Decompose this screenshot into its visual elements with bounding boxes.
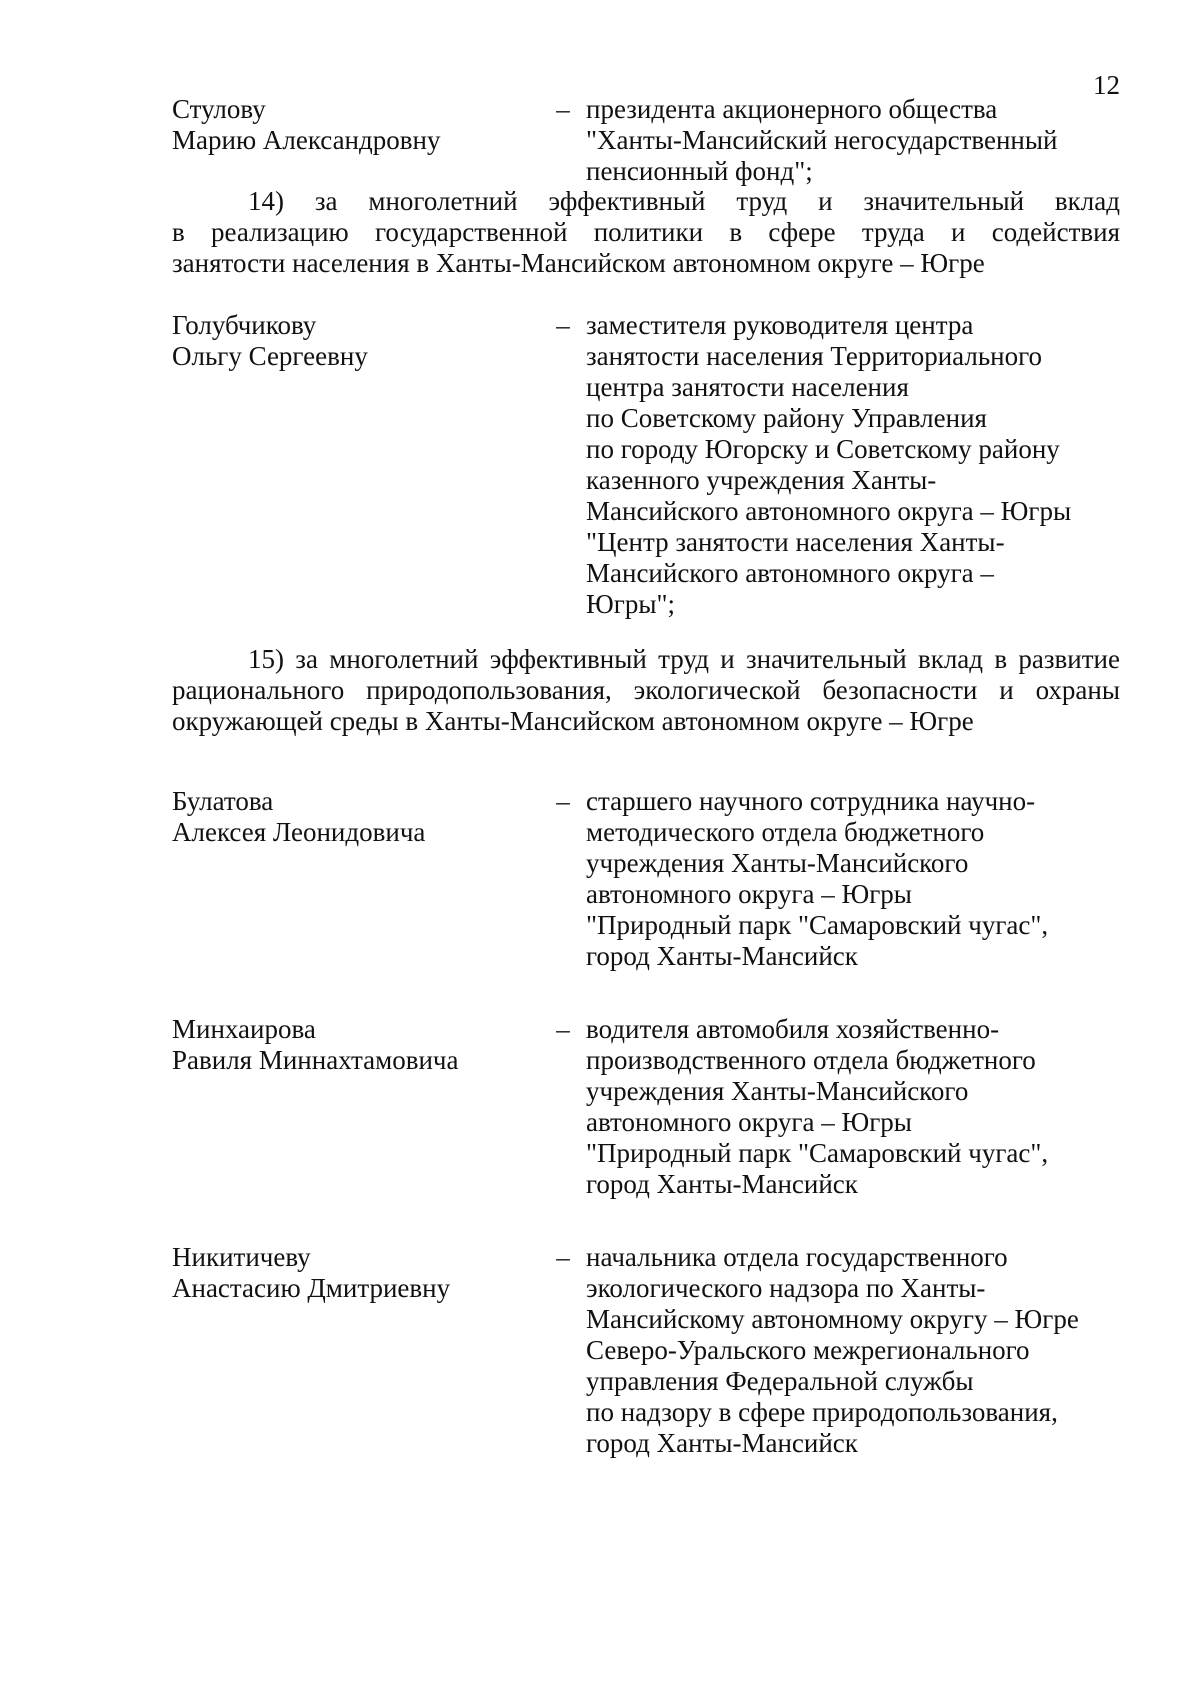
position-line: заместителя руководителя центра xyxy=(586,310,974,340)
position-line: президента акционерного общества xyxy=(586,94,998,124)
paragraph-line: 14) за многолетний эффективный труд и значительный вклад xyxy=(248,186,1120,216)
position-line: Мансийскому автономному округу – Югре xyxy=(586,1304,1079,1334)
name-line: Ольгу Сергеевну xyxy=(172,341,368,371)
position-line: по городу Югорску и Советскому району xyxy=(586,434,1060,464)
paragraph-line: окружающей среды в Ханты-Мансийском автономном округе – Югре xyxy=(172,706,974,736)
position-line: методического отдела бюджетного xyxy=(586,817,985,847)
position-line: водителя автомобиля хозяйственно- xyxy=(586,1014,1000,1044)
dash-separator: – xyxy=(556,1014,570,1044)
name-line: Никитичеву xyxy=(172,1242,311,1272)
name-line: Булатова xyxy=(172,786,274,816)
position-line: Югры"; xyxy=(586,589,675,619)
position-line: старшего научного сотрудника научно- xyxy=(586,786,1036,816)
paragraph-line: 15) за многолетний эффективный труд и значительный вклад в развитие xyxy=(248,644,1120,674)
position-line: "Ханты-Мансийский негосударственный xyxy=(586,125,1058,155)
award-entry-stulova xyxy=(172,94,1120,190)
paragraph-line: рационального природопользования, экологической безопасности и охраны xyxy=(172,675,1120,705)
person-position xyxy=(586,1242,1126,1459)
position-line: город Ханты-Мансийск xyxy=(586,1428,858,1458)
name-line: Минхаирова xyxy=(172,1014,316,1044)
person-position xyxy=(586,786,1126,972)
position-line: автономного округа – Югры xyxy=(586,879,912,909)
dash-separator: – xyxy=(556,786,570,816)
person-name xyxy=(172,1242,532,1304)
position-line: город Ханты-Мансийск xyxy=(586,1169,858,1199)
position-line: город Ханты-Мансийск xyxy=(586,941,858,971)
dash-separator: – xyxy=(556,310,570,340)
section-paragraph-14 xyxy=(172,186,1120,279)
person-position xyxy=(586,310,1126,620)
page-number: 12 xyxy=(1093,70,1120,100)
paragraph-line: занятости населения в Ханты-Мансийском автономном округе – Югре xyxy=(172,248,985,278)
person-position xyxy=(586,94,1126,187)
person-position xyxy=(586,1014,1126,1200)
position-line: автономного округа – Югры xyxy=(586,1107,912,1137)
position-line: "Природный парк "Самаровский чугас", xyxy=(586,1138,1049,1168)
position-line: центра занятости населения xyxy=(586,372,909,402)
dash-separator: – xyxy=(556,1242,570,1272)
position-line: учреждения Ханты-Мансийского xyxy=(586,848,969,878)
position-line: "Центр занятости населения Ханты- xyxy=(586,527,1005,557)
dash-separator: – xyxy=(556,94,570,124)
name-line: Стулову xyxy=(172,94,266,124)
position-line: производственного отдела бюджетного xyxy=(586,1045,1036,1075)
name-line: Алексея Леонидовича xyxy=(172,817,426,847)
position-line: управления Федеральной службы xyxy=(586,1366,974,1396)
position-line: занятости населения Территориального xyxy=(586,341,1043,371)
award-entry-nikiticheva xyxy=(172,1242,1120,1462)
position-line: экологического надзора по Ханты- xyxy=(586,1273,986,1303)
person-name xyxy=(172,310,532,372)
person-name xyxy=(172,94,532,156)
name-line: Марию Александровну xyxy=(172,125,441,155)
paragraph-line: в реализацию государственной политики в сфере труда и содействия xyxy=(172,217,1120,247)
award-entry-minkhairov xyxy=(172,1014,1120,1204)
name-line: Равиля Миннахтамовича xyxy=(172,1045,459,1075)
award-entry-golubchikova xyxy=(172,310,1120,630)
position-line: по Советскому району Управления xyxy=(586,403,987,433)
position-line: "Природный парк "Самаровский чугас", xyxy=(586,910,1049,940)
person-name xyxy=(172,786,532,848)
name-line: Анастасию Дмитриевну xyxy=(172,1273,451,1303)
award-entry-bulatov xyxy=(172,786,1120,976)
position-line: начальника отдела государственного xyxy=(586,1242,1008,1272)
position-line: Мансийского автономного округа – Югры xyxy=(586,496,1072,526)
position-line: учреждения Ханты-Мансийского xyxy=(586,1076,969,1106)
position-line: Северо-Уральского межрегионального xyxy=(586,1335,1030,1365)
position-line: пенсионный фонд"; xyxy=(586,156,813,186)
person-name xyxy=(172,1014,532,1076)
section-paragraph-15 xyxy=(172,644,1120,737)
position-line: по надзору в сфере природопользования, xyxy=(586,1397,1058,1427)
position-line: Мансийского автономного округа – xyxy=(586,558,994,588)
position-line: казенного учреждения Ханты- xyxy=(586,465,937,495)
name-line: Голубчикову xyxy=(172,310,317,340)
